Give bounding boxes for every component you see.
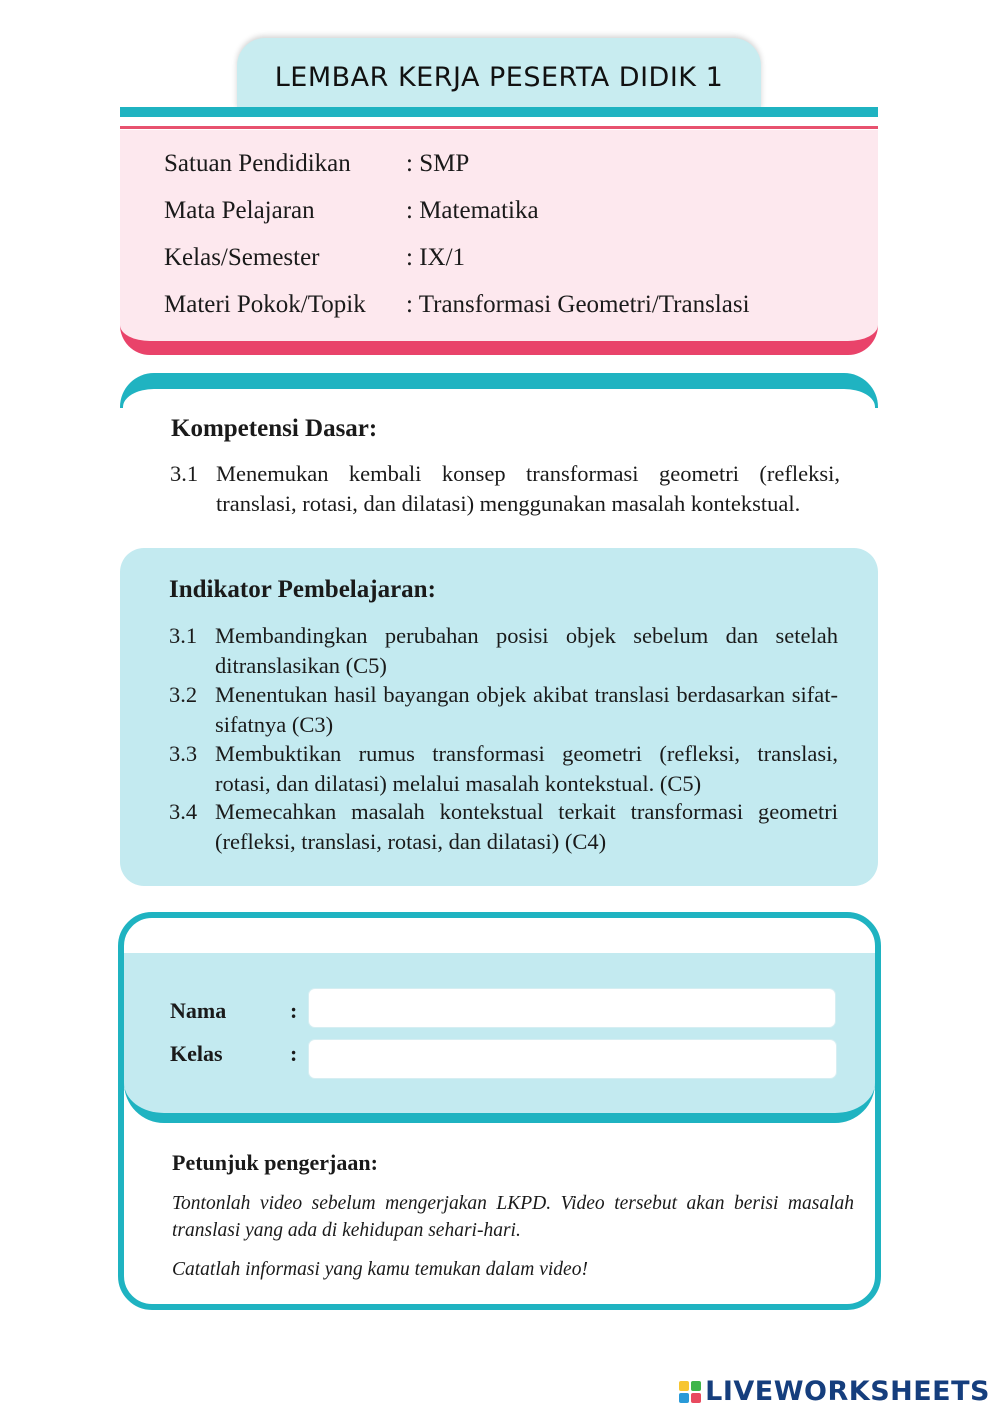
info-label: Satuan Pendidikan (164, 150, 351, 177)
liveworksheets-logo (679, 1376, 990, 1407)
item-text: Menemukan kembali konsep transformasi geometri (refleksi, translasi, rotasi, dan dilatasi) menggunakan masalah kontekstual. (216, 461, 840, 516)
item-number: 3.1 (169, 623, 198, 648)
info-value: : Matematika (406, 197, 539, 224)
info-label: Kelas/Semester (164, 244, 320, 271)
info-value: : Transformasi Geometri/Translasi (406, 291, 750, 318)
info-value: : SMP (406, 150, 470, 177)
logo-tile (691, 1381, 701, 1391)
logo-tiles-icon (679, 1381, 701, 1403)
info-label: Materi Pokok/Topik (164, 291, 366, 318)
petunjuk-title: Petunjuk pengerjaan: (172, 1150, 378, 1175)
info-row-mapel (164, 197, 539, 225)
item-text: Menentukan hasil bayangan objek akibat translasi berdasarkan sifat-sifatnya (C3) (215, 682, 838, 737)
nama-input[interactable] (308, 988, 836, 1028)
info-label: Mata Pelajaran (164, 197, 315, 224)
info-box (120, 130, 878, 355)
item-number: 3.2 (169, 682, 198, 707)
item-text: Membandingkan perubahan posisi objek sebelum dan setelah ditranslasikan (C5) (215, 623, 838, 678)
logo-tile (679, 1393, 689, 1403)
header-teal-bar (120, 107, 878, 117)
info-row-materi (164, 291, 750, 319)
info-row-satuan (164, 150, 469, 178)
kelas-label: Kelas (170, 1041, 223, 1066)
student-band (124, 953, 875, 1123)
logo-tile (679, 1381, 689, 1391)
info-value: : IX/1 (406, 244, 466, 271)
nama-label: Nama (170, 998, 227, 1023)
logo-tile (691, 1393, 701, 1403)
item-number: 3.1 (170, 461, 199, 486)
title-tab (237, 38, 761, 110)
header-pink-line (120, 126, 878, 129)
item-number: 3.3 (169, 741, 198, 766)
kelas-colon: : (290, 1041, 298, 1066)
item-number: 3.4 (169, 799, 198, 824)
kelas-input[interactable] (308, 1039, 837, 1079)
info-row-kelas (164, 244, 465, 272)
item-text: Memecahkan masalah kontekstual terkait transformasi geometri (refleksi, translasi, rotasi, dan dilatasi) (C4) (215, 799, 838, 854)
petunjuk-paragraph-1: Tontonlah video sebelum mengerjakan LKPD. Video tersebut akan berisi masalah translasi yang ada di kehidupan sehari-hari. (172, 1193, 854, 1241)
page-title: LEMBAR KERJA PESERTA DIDIK 1 (274, 61, 724, 93)
item-text: Membuktikan rumus transformasi geometri (refleksi, translasi, rotasi, dan dilatasi) melalui masalah kontekstual. (C5) (215, 741, 838, 796)
kompetensi-title: Kompetensi Dasar: (171, 415, 378, 442)
nama-colon: : (290, 998, 298, 1023)
logo-text: LIVEWORKSHEETS (705, 1376, 990, 1407)
petunjuk-paragraph-2: Catatlah informasi yang kamu temukan dalam video! (172, 1259, 588, 1280)
student-box (118, 912, 881, 1310)
indikator-title: Indikator Pembelajaran: (169, 576, 436, 603)
